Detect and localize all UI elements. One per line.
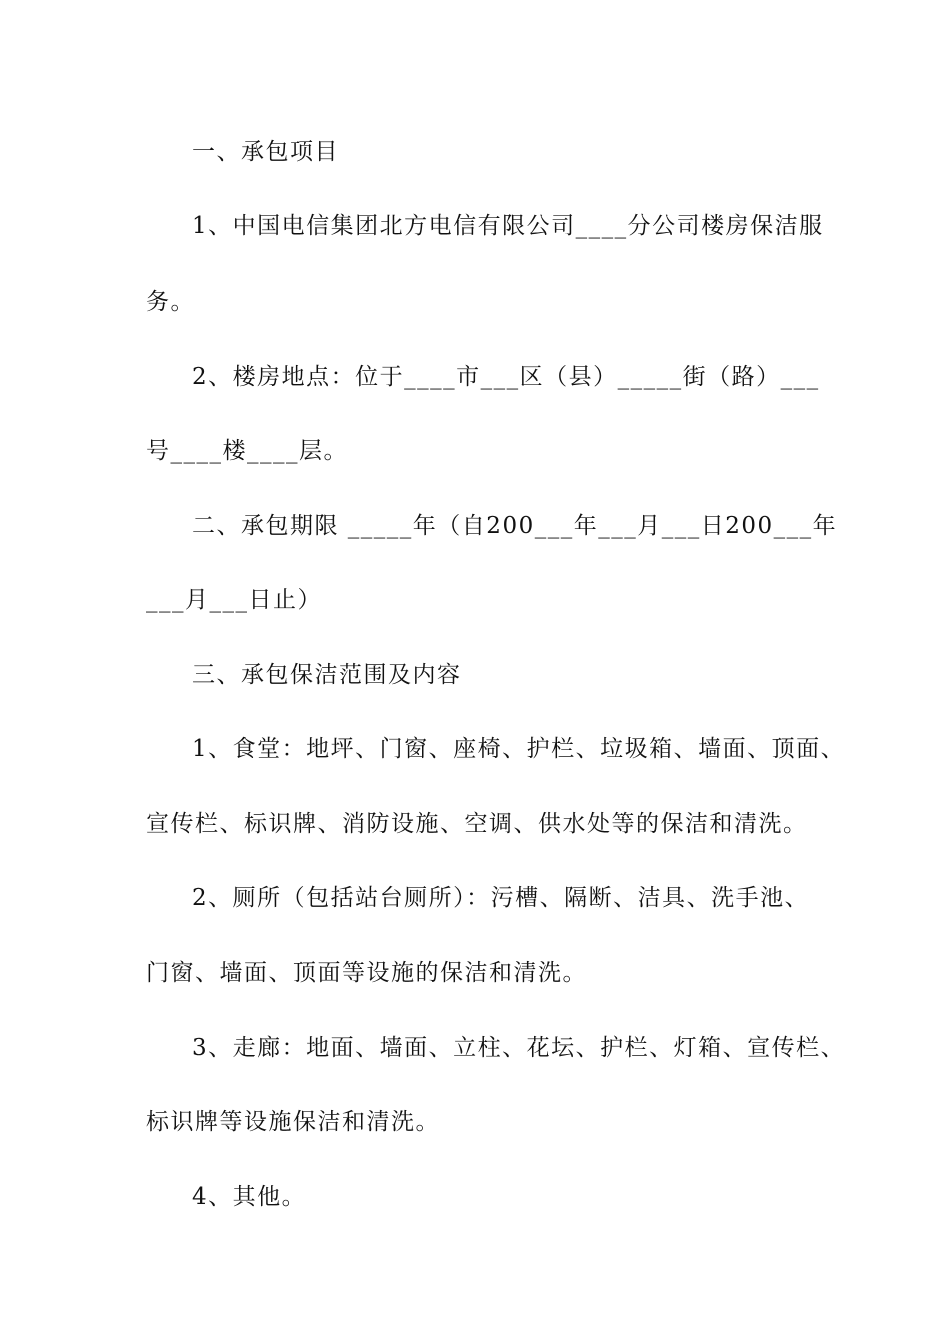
paragraph-other: 4、其他。: [192, 1184, 307, 1210]
paragraph-canteen-line-2: 宣传栏、标识牌、消防设施、空调、供水处等的保洁和清洗。: [146, 811, 808, 837]
paragraph-toilet-line-1: 2、厕所（包括站台厕所）：污槽、隔断、洁具、洗手池、: [192, 885, 810, 911]
section-heading-contract-items: 一、承包项目: [192, 139, 339, 165]
section-heading-cleaning-scope: 三、承包保洁范围及内容: [192, 662, 462, 688]
paragraph-item-1-line-2: 务。: [146, 289, 195, 315]
section-heading-contract-term-line-2: ___月___日止）: [146, 587, 322, 613]
paragraph-item-1-line-1: 1、中国电信集团北方电信有限公司____分公司楼房保洁服: [192, 213, 824, 239]
paragraph-item-2-line-1: 2、楼房地点：位于____市___区（县）_____街（路）___: [192, 364, 820, 390]
paragraph-canteen-line-1: 1、食堂：地坪、门窗、座椅、护栏、垃圾箱、墙面、顶面、: [192, 736, 846, 762]
paragraph-item-2-line-2: 号____楼____层。: [146, 438, 348, 464]
paragraph-corridor-line-2: 标识牌等设施保洁和清洗。: [146, 1109, 440, 1135]
section-heading-contract-term-line-1: 二、承包期限 _____年（自200___年___月___日200___年: [192, 513, 838, 539]
paragraph-toilet-line-2: 门窗、墙面、顶面等设施的保洁和清洗。: [146, 960, 587, 986]
paragraph-corridor-line-1: 3、走廊：地面、墙面、立柱、花坛、护栏、灯箱、宣传栏、: [192, 1035, 846, 1061]
